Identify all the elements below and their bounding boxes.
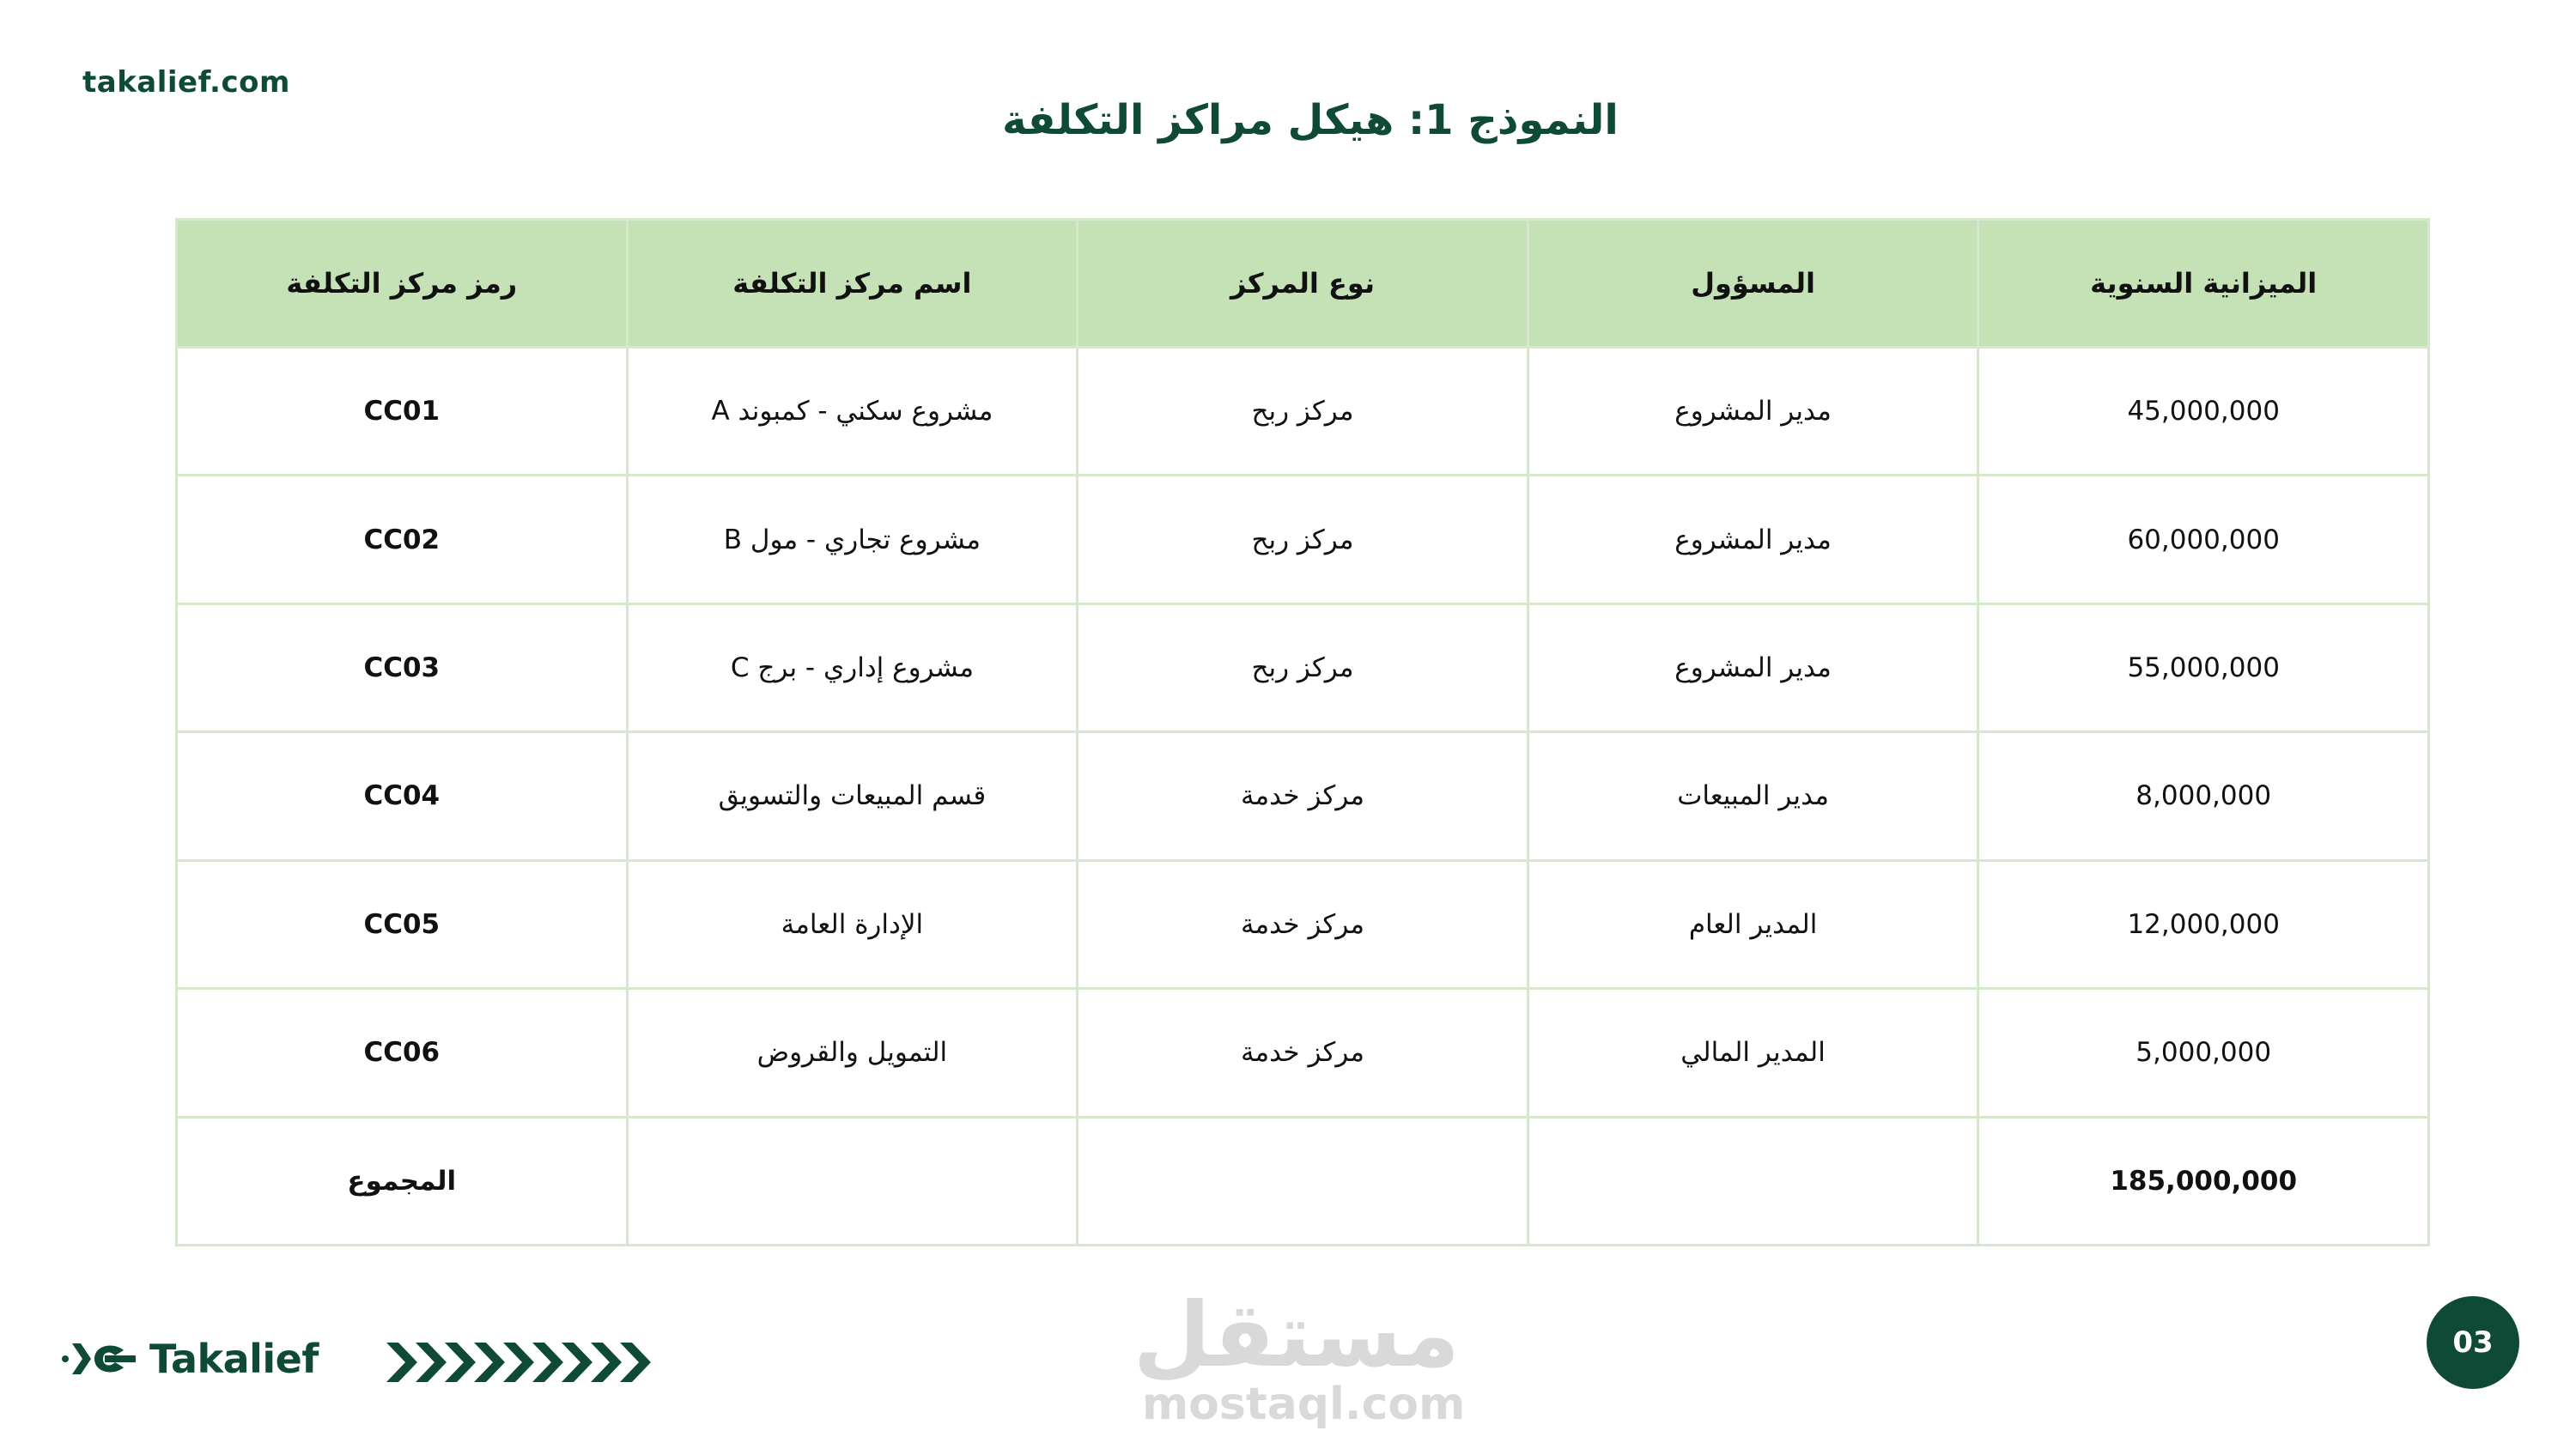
column-header-type: نوع المركز: [1078, 220, 1528, 348]
cell-name: مشروع تجاري - مول B: [627, 476, 1078, 603]
cell-owner: مدير المشروع: [1528, 476, 1978, 603]
empty-cell: [1078, 1117, 1528, 1245]
chevron-arrows-icon: [386, 1341, 653, 1384]
cell-type: مركز ربح: [1078, 603, 1528, 731]
cell-name: التمويل والقروض: [627, 989, 1078, 1117]
total-budget: 185,000,000: [1978, 1117, 2429, 1245]
page-title: النموذج 1: هيكل مراكز التكلفة: [1002, 96, 1619, 144]
cell-type: مركز ربح: [1078, 348, 1528, 476]
cell-name: الإدارة العامة: [627, 860, 1078, 988]
cell-budget: 5,000,000: [1978, 989, 2429, 1117]
cell-code: CC04: [177, 732, 628, 860]
cell-type: مركز خدمة: [1078, 732, 1528, 860]
cell-owner: مدير المشروع: [1528, 603, 1978, 731]
cell-owner: المدير المالي: [1528, 989, 1978, 1117]
table-row: [177, 603, 2429, 731]
column-header-code: رمز مركز التكلفة: [177, 220, 628, 348]
empty-cell: [1528, 1117, 1978, 1245]
cell-owner: مدير المبيعات: [1528, 732, 1978, 860]
cell-code: CC02: [177, 476, 628, 603]
cell-name: مشروع إداري - برج C: [627, 603, 1078, 731]
table-row: [177, 989, 2429, 1117]
table-row: [177, 348, 2429, 476]
watermark-arabic: مستقل: [1133, 1282, 1460, 1387]
cell-code: CC06: [177, 989, 628, 1117]
cell-type: مركز خدمة: [1078, 989, 1528, 1117]
cell-budget: 12,000,000: [1978, 860, 2429, 988]
table-row: [177, 476, 2429, 603]
column-header-budget: الميزانية السنوية: [1978, 220, 2429, 348]
cell-type: مركز خدمة: [1078, 860, 1528, 988]
cell-budget: 45,000,000: [1978, 348, 2429, 476]
empty-cell: [627, 1117, 1078, 1245]
cell-code: CC03: [177, 603, 628, 731]
takalief-logo: [60, 1336, 319, 1382]
cell-budget: 60,000,000: [1978, 476, 2429, 603]
cell-budget: 8,000,000: [1978, 732, 2429, 860]
cell-owner: المدير العام: [1528, 860, 1978, 988]
site-url: takalief.com: [82, 65, 290, 100]
table-row: [177, 860, 2429, 988]
total-label: المجموع: [177, 1117, 628, 1245]
watermark-english: mostaql.com: [1142, 1379, 1466, 1430]
cell-owner: مدير المشروع: [1528, 348, 1978, 476]
cell-code: CC05: [177, 860, 628, 988]
mostaql-watermark: [1133, 1282, 1466, 1430]
column-header-name: اسم مركز التكلفة: [627, 220, 1078, 348]
cell-budget: 55,000,000: [1978, 603, 2429, 731]
cell-code: CC01: [177, 348, 628, 476]
cell-type: مركز ربح: [1078, 476, 1528, 603]
table-total-row: [177, 1117, 2429, 1245]
column-header-owner: المسؤول: [1528, 220, 1978, 348]
cost-centers-table: [175, 218, 2430, 1246]
cell-name: مشروع سكني - كمبوند A: [627, 348, 1078, 476]
cell-name: قسم المبيعات والتسويق: [627, 732, 1078, 860]
table-header-row: [177, 220, 2429, 348]
table-row: [177, 732, 2429, 860]
takalief-logo-icon: [60, 1337, 143, 1381]
page-number-badge: 03: [2427, 1296, 2519, 1389]
logo-text: Takalief: [149, 1336, 319, 1382]
